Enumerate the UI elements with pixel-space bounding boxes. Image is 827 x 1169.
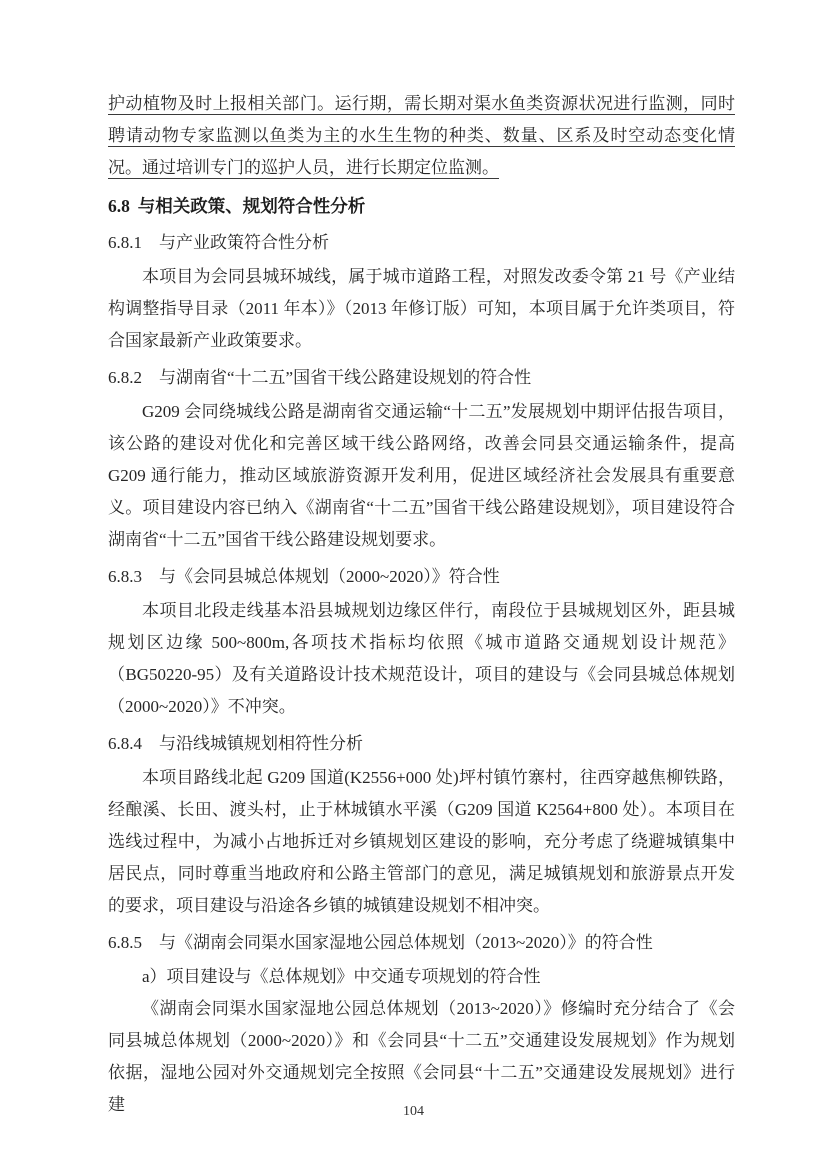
section-number: 6.8 bbox=[108, 196, 130, 216]
section-heading-6-8 bbox=[108, 190, 735, 222]
section-title: 与沿线城镇规划相符性分析 bbox=[159, 734, 363, 753]
section-heading-6-8-3 bbox=[108, 561, 735, 593]
section-number: 6.8.2 bbox=[108, 368, 142, 387]
section-number: 6.8.4 bbox=[108, 734, 142, 753]
carryover-underlined-paragraph: 护动植物及时上报相关部门。运行期，需长期对渠水鱼类资源状况进行监测，同时聘请动物专家监测以鱼类为主的水生生物的种类、数量、区系及时空动态变化情况。通过培训专门的巡护人员，进行长期定位监测。 bbox=[108, 94, 735, 177]
paragraph-industry-policy: 本项目为会同县城环城线，属于城市道路工程，对照发改委令第 21 号《产业结构调整指导目录（2011 年本）》（2013 年修订版）可知，本项目属于允许类项目，符合国家最新产业政策要求。 bbox=[108, 267, 735, 350]
section-number: 6.8.5 bbox=[108, 933, 142, 952]
paragraph-wetland-park-plan: 《湖南会同渠水国家湿地公园总体规划（2013~2020）》修编时充分结合了《会同县城总体规划（2000~2020）》和《会同县“十二五”交通建设发展规划》作为规划依据，湿地公园对外交通规划完全按照《会同县“十二五”交通建设发展规划》进行建 bbox=[108, 999, 735, 1114]
paragraph-county-master-plan: 本项目北段走线基本沿县城规划边缘区伴行，南段位于县城规划区外，距县城规划区边缘 500~800m,各项技术指标均依照《城市道路交通规划设计规范》（BG50220-95）及有关道路设计技术规范设计，项目的建设与《会同县城总体规划（2000~2020）》不冲突。 bbox=[108, 601, 735, 716]
section-title: 与相关政策、规划符合性分析 bbox=[137, 196, 366, 216]
section-number: 6.8.1 bbox=[108, 233, 142, 252]
paragraph-town-planning: 本项目路线北起 G209 国道(K2556+000 处)坪村镇竹寨村，往西穿越焦柳铁路，经酿溪、长田、渡头村，止于林城镇水平溪（G209 国道 K2564+800 处）。本项目在选线过程中，为减小占地拆迁对乡镇规划区建设的影响，充分考虑了绕避城镇集中居民点，同时尊重当地政府和公路主管部门的意见，满足城镇规划和旅游景点开发的要求，项目建设与沿途各乡镇的城镇建设规划不相冲突。 bbox=[108, 768, 735, 915]
section-heading-6-8-5 bbox=[108, 927, 735, 959]
section-title: 与《会同县城总体规划（2000~2020）》符合性 bbox=[159, 567, 500, 586]
section-title: 与湖南省“十二五”国省干线公路建设规划的符合性 bbox=[159, 368, 532, 387]
section-heading-6-8-1 bbox=[108, 227, 735, 259]
section-number: 6.8.3 bbox=[108, 567, 142, 586]
section-title: 与产业政策符合性分析 bbox=[159, 233, 329, 252]
section-heading-6-8-4 bbox=[108, 728, 735, 760]
section-title: 与《湖南会同渠水国家湿地公园总体规划（2013~2020）》的符合性 bbox=[159, 933, 653, 952]
page-number: 104 bbox=[403, 1104, 424, 1119]
section-heading-6-8-2 bbox=[108, 362, 735, 394]
list-item-a: a）项目建设与《总体规划》中交通专项规划的符合性 bbox=[142, 967, 541, 986]
paragraph-provincial-highway-plan: G209 会同绕城线公路是湖南省交通运输“十二五”发展规划中期评估报告项目，该公路的建设对优化和完善区域干线公路网络，改善会同县交通运输条件，提高 G209 通行能力，推动区域旅游资源开发利用，促进区域经济社会发展具有重要意义。项目建设内容已纳入《湖南省“十二五”国省干线公路建设规划》，项目建设符合湖南省“十二五”国省干线公路建设规划要求。 bbox=[108, 402, 735, 549]
